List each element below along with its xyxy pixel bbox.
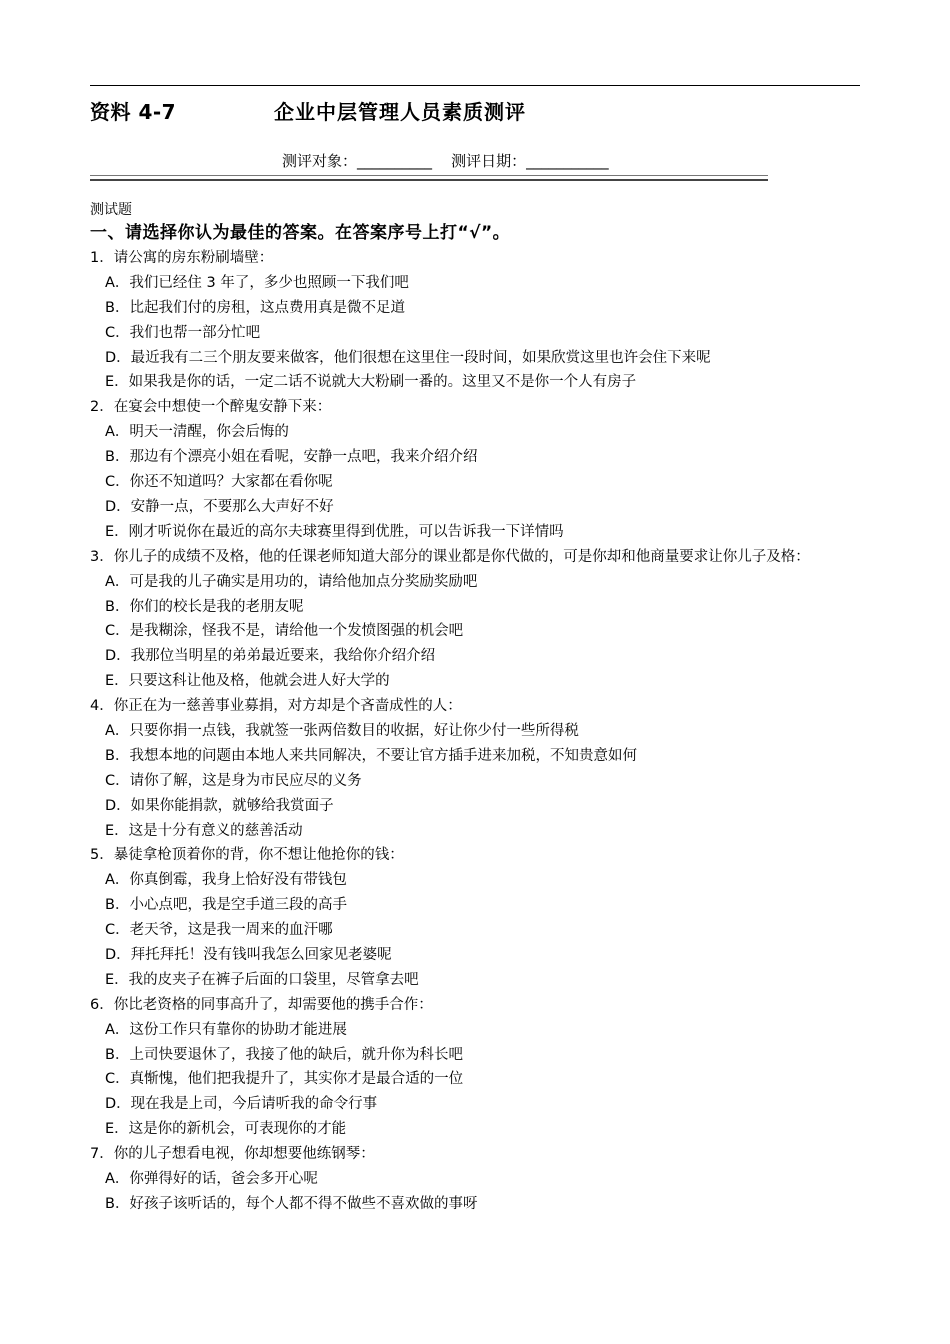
option-d: D．现在我是上司，今后请听我的命令行事 bbox=[105, 1096, 378, 1113]
option-a: A．这份工作只有靠你的协助才能进展 bbox=[105, 1021, 347, 1038]
page-title: 企业中层管理人员素质测评 bbox=[274, 100, 526, 124]
question-text: 4．你正在为一慈善事业募捐，对方却是个吝啬成性的人： bbox=[90, 698, 462, 715]
question-6 bbox=[90, 993, 860, 1142]
option-e: E．如果我是你的话，一定二话不说就大大粉刷一番的。这里又不是你一个人有房子 bbox=[105, 374, 637, 391]
question-text: 1．请公寓的房东粉刷墙壁： bbox=[90, 250, 274, 266]
date-field: ___________ bbox=[526, 152, 609, 170]
option-c: C．老天爷，这是我一周来的血汗哪 bbox=[105, 922, 333, 939]
top-rule bbox=[90, 85, 860, 86]
question-text: 2．在宴会中想使一个醉鬼安静下来： bbox=[90, 399, 332, 416]
subject-label: 测评对象： bbox=[282, 152, 358, 170]
evaluation-meta bbox=[282, 150, 609, 171]
question-7 bbox=[90, 1142, 860, 1217]
question-2 bbox=[90, 395, 860, 544]
option-b: B．比起我们付的房租，这点费用真是微不足道 bbox=[105, 299, 405, 316]
option-d: D．如果你能捐款，就够给我赏面子 bbox=[105, 797, 334, 814]
option-b: B．你们的校长是我的老朋友呢 bbox=[105, 598, 304, 615]
option-c: C．你还不知道吗？大家都在看你呢 bbox=[105, 474, 333, 491]
option-c: C．真惭愧，他们把我提升了，其实你才是最合适的一位 bbox=[105, 1071, 464, 1088]
subject-field: __________ bbox=[357, 152, 433, 170]
option-b: B．上司快要退休了，我接了他的缺后，就升你为科长吧 bbox=[105, 1046, 463, 1063]
option-b: B．小心点吧，我是空手道三段的高手 bbox=[105, 897, 347, 914]
option-a: A．只要你捐一点钱，我就签一张两倍数目的收据，好让你少付一些所得税 bbox=[105, 722, 579, 739]
question-text: 3．你儿子的成绩不及格，他的任课老师知道大部分的课业都是你代做的，可是你却和他商量要求让你儿子及格： bbox=[90, 548, 810, 565]
option-e: E．刚才听说你在最近的高尔夫球赛里得到优胜，可以告诉我一下详情吗 bbox=[105, 523, 564, 540]
test-content bbox=[90, 200, 860, 1217]
question-1 bbox=[90, 246, 860, 395]
option-b: B．好孩子该听话的，每个人都不得不做些不喜欢做的事呀 bbox=[105, 1195, 478, 1212]
section-label: 测试题 bbox=[90, 202, 132, 218]
instruction: 一、请选择你认为最佳的答案。在答案序号上打“√”。 bbox=[90, 223, 511, 243]
option-c: C．我们也帮一部分忙吧 bbox=[105, 324, 261, 341]
option-c: C．请你了解，这是身为市民应尽的义务 bbox=[105, 772, 362, 789]
option-e: E．这是你的新机会，可表现你的才能 bbox=[105, 1121, 347, 1138]
option-d: D．拜托拜托！没有钱叫我怎么回家见老婆呢 bbox=[105, 947, 392, 964]
option-b: B．我想本地的问题由本地人来共同解决，不要让官方插手进来加税，不知贵意如何 bbox=[105, 747, 637, 764]
question-text: 7．你的儿子想看电视，你却想要他练钢琴： bbox=[90, 1146, 375, 1163]
option-e: E．只要这科让他及格，他就会进人好大学的 bbox=[105, 673, 390, 690]
option-a: A．明天一清醒，你会后悔的 bbox=[105, 424, 289, 441]
question-text: 5．暴徒拿枪顶着你的背，你不想让他抢你的钱： bbox=[90, 847, 404, 864]
date-label: 测评日期： bbox=[451, 152, 527, 170]
option-d: D．最近我有二三个朋友要来做客，他们很想在这里住一段时间，如果欣赏这里也许会住下来呢 bbox=[105, 349, 711, 366]
question-text: 6．你比老资格的同事高升了，却需要他的携手合作： bbox=[90, 996, 433, 1013]
option-e: E．我的皮夹子在裤子后面的口袋里，尽管拿去吧 bbox=[105, 971, 419, 988]
header-double-rule bbox=[90, 175, 768, 181]
option-a: A．我们已经住 3 年了，多少也照顾一下我们吧 bbox=[105, 274, 409, 291]
document-header bbox=[90, 96, 860, 124]
option-b: B．那边有个漂亮小姐在看呢，安静一点吧，我来介绍介绍 bbox=[105, 449, 478, 466]
question-3 bbox=[90, 545, 860, 694]
option-a: A．你弹得好的话，爸会多开心呢 bbox=[105, 1171, 318, 1188]
option-d: D．安静一点，不要那么大声好不好 bbox=[105, 498, 334, 515]
question-4 bbox=[90, 694, 860, 843]
option-a: A．你真倒霉，我身上恰好没有带钱包 bbox=[105, 872, 347, 889]
document-reference: 资料 4-7 bbox=[90, 100, 177, 124]
option-c: C．是我糊涂，怪我不是，请给他一个发愤图强的机会吧 bbox=[105, 623, 464, 640]
option-d: D．我那位当明星的弟弟最近要来，我给你介绍介绍 bbox=[105, 648, 436, 665]
option-e: E．这是十分有意义的慈善活动 bbox=[105, 822, 303, 839]
question-5 bbox=[90, 843, 860, 992]
option-a: A．可是我的儿子确实是用功的，请给他加点分奖励奖励吧 bbox=[105, 573, 478, 590]
